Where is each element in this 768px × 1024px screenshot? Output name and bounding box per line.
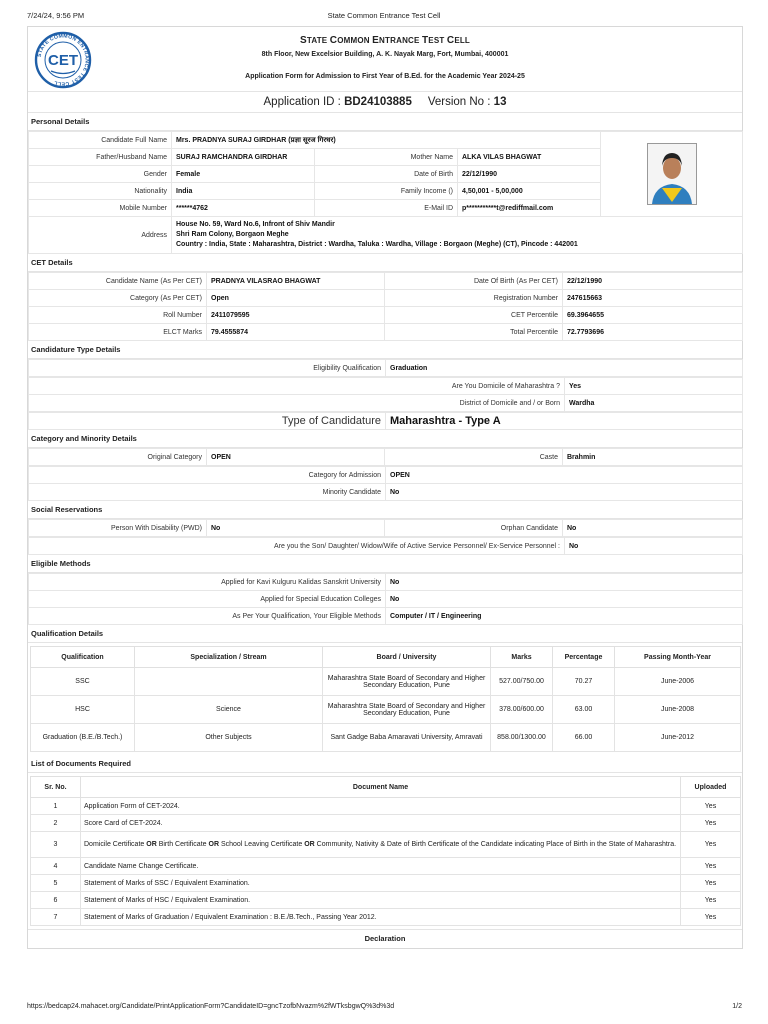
section-qualification-details: Qualification Details — [28, 625, 742, 643]
original-category: OPEN — [207, 449, 385, 466]
father-husband-name: SURAJ RAMCHANDRA GIRDHAR — [172, 149, 315, 166]
family-income: 4,50,001 - 5,00,000 — [458, 183, 601, 200]
social-table: Person With Disability (PWD) No Orphan Candidate No — [28, 519, 743, 537]
print-page-number: 1/2 — [732, 1003, 742, 1010]
application-id-bar: Application ID : BD24103885 Version No : 13 — [28, 92, 742, 113]
qualification-table: Qualification Specialization / Stream Board / University Marks Percentage Passing Month-Year SSC Maharashtra State Board of Secondary and Higher Secondary Education, Pune 527.00/750.00 70.27 June-2006 HSC Science Maharashtra State Board of Secondary and Higher Secondary Education, Pune 378.00/600.00 63.00 June-2008 Graduation (B.E./B.Tech.) Other Subjects Sant Gadge Baba Amaravati University, Amravati 858.00/1300.00 66.00 June-2012 — [30, 646, 741, 752]
form-title: Application Form for Admission to First Year of B.Ed. for the Academic Year 2024-25 — [245, 73, 525, 80]
browser-print-header — [0, 0, 768, 26]
photo-cell — [601, 132, 743, 217]
application-id: BD24103885 — [344, 96, 412, 108]
section-eligible-methods: Eligible Methods — [28, 555, 742, 573]
special-education: No — [386, 591, 743, 608]
section-cet-details: CET Details — [28, 254, 742, 272]
email-id: p***********t@rediffmail.com — [458, 200, 601, 217]
table-row: SSC Maharashtra State Board of Secondary and Higher Secondary Education, Pune 527.00/750.00 70.27 June-2006 — [31, 668, 741, 696]
domicile-district: Wardha — [565, 395, 743, 412]
elct-marks: 79.4555874 — [207, 324, 385, 341]
eligible-methods-table: Applied for Kavi Kulguru Kalidas Sanskrit University No Applied for Special Education Colleges No As Per Your Qualification, Your Eligible Methods Computer / IT / Engineering — [28, 573, 743, 625]
registration-number: 247615663 — [563, 290, 743, 307]
cet-percentile: 69.3964655 — [563, 307, 743, 324]
print-page-title: State Common Entrance Test Cell — [327, 11, 441, 20]
section-candidature-type: Candidature Type Details — [28, 341, 742, 359]
orphan-candidate: No — [563, 520, 743, 537]
category-for-admission: OPEN — [386, 467, 743, 484]
nationality: India — [172, 183, 315, 200]
organization-title: STATE COMMON ENTRANCE TEST CELL — [299, 35, 471, 46]
section-category-minority: Category and Minority Details — [28, 430, 742, 448]
personal-details-table: Candidate Full Name Mrs. PRADNYA SURAJ GIRDHAR (प्रज्ञा सूरज गिरधर) Father/Husband Name SURAJ RAMCHANDRA GIRDHAR Mother Name ALKA VILAS BHAGWAT Gender Female Date of Birth 22/12/1990 Nationality India Family Income () 4,50,001 - 5,00,000 Mobile Number ******4762 E-Mail ID p***********t@rediffmail.com Address House No. 59, Ward No.6, Infront of Shiv Mandir Shri Ram Colony, Borgaon Meghe Country : India, State : Maharashtra, District : Wardha, Taluka : Wardha, Village : Borgaon (Meghe) (CT), Pincode : 442001 — [28, 131, 743, 254]
table-row: 3 Domicile Certificate OR Birth Certificate OR School Leaving Certificate OR Community, Nativity & Date of Birth Certificate of the Candidate indicating Place of Birth in the State of Maharashtra. Yes — [31, 832, 741, 858]
logo-text: CET — [48, 52, 78, 69]
caste: Brahmin — [563, 449, 743, 466]
pwd: No — [207, 520, 385, 537]
total-percentile: 72.7793696 — [563, 324, 743, 341]
logo-ring-text: STATE COMMON ENTRANCE TEST CELL — [36, 33, 90, 87]
eligibility-qualification: Graduation — [386, 360, 743, 377]
section-social-reservations: Social Reservations — [28, 501, 742, 519]
table-row: Graduation (B.E./B.Tech.) Other Subjects Sant Gadge Baba Amaravati University, Amravati 858.00/1300.00 66.00 June-2012 — [31, 724, 741, 752]
candidature-table: Eligibility Qualification Graduation — [28, 359, 743, 377]
domicile-maharashtra: Yes — [565, 378, 743, 395]
eligible-methods: Computer / IT / Engineering — [386, 608, 743, 625]
date-of-birth: 22/12/1990 — [458, 166, 601, 183]
section-documents-required: List of Documents Required — [28, 755, 742, 773]
cet-candidate-name: PRADNYA VILASRAO BHAGWAT — [207, 273, 385, 290]
application-form: STATE COMMON ENTRANCE TEST CELL CET STATE COMMON ENTRANCE TEST CELL 8th Floor, New Excelsior Building, A. K. Nayak Marg, Fort, Mumbai, 400001 Application Form for Admission to First Year of B.Ed. for the Academic Year 2024-25 Application ID : BD24103885 Version No : 13 Personal Details Candidate Full Name Mrs. PRADNYA SURAJ GIRDHAR (प्रज्ञा सूरज गिरधर) Father/Husband Name SURAJ RAMCHANDRA GIRDHAR Mother Name ALKA VILAS BHAGWAT Gender Female Date of Birth 22/12/1990 Nationality India Family Income () 4,50,001 - 5,00,000 Mobile Number ******4762 E-Mail ID p***********t@rediffmail.com Address House No. 59, Ward No.6, Infront of Shiv Mandir Shri Ram Colony, Borgaon Meghe Country : India, State : Maharashtra, District : Wardha, Taluka : Wardha, Village : Borgaon (Meghe) (CT), Pincode : 442001 CET Details Candidate Name (As Per CET) PRADNYA VILASRAO BHAGWAT Date Of Birth (As Per CET) 22/12/1990 Category (As Per CET) Open Registration Number 247615663 Roll Number 2411079595 CET Percentile 69.3964655 ELCT Marks 79.4555874 Total Percentile 72.7793696 Candidature Type Details Eligibility Qualification Graduation Are You Domicile of Maharashtra ? Yes District of Domicile and / or Born Wardha Type of Candidature Maharashtra - Type A Category and Minority Details Original Category OPEN Caste Brahmin Category for Admission OPEN Minority Candidate No Social Reservations Person With Disability (PWD) No Orphan Candidate No Are you the Son/ Daughter/ Widow/Wife of Active Service Personnel/ Ex-Service Personnel : No Eligible Methods Applied for Kavi Kulguru Kalidas Sanskrit University No Applied for Special Education Colleges No As Per Your Qualification, Your Eligible Methods Computer / IT / Engineering Qualification Details Qualification Specialization / Stream Board / University Marks Percentage Passing Month-Year SSC Maharashtra State Board of Secondary and Higher Secondary Education, Pune 527.00/750.00 70.27 June-2006 HSC Science Maharashtra State Board of Secondary and Higher Secondary Education, Pune 378.00/600.00 63.00 June-2008 Graduation (B.E./B.Tech.) Other Subjects Sant Gadge Baba Amaravati University, Amravati 858.00/1300.00 66.00 June-2012 List of Documents Required Sr. No. Document Name Uploaded 1 Application Form of CET-2024. Yes 2 Score Card of CET-2024. Yes 3 Domicile Certificate OR Birth Certificate OR School Leaving Certificate OR Community, Nativity & Date of Birth Certificate of the Candidate indicating Place of Birth in the State of Maharashtra. Yes 4 Candidate Name Change Certificate. Yes 5 Statement of Marks of SSC / Equivalent Examination. Yes 6 Statement of Marks of HSC / Equivalent Examination. Yes 7 Statement of Marks of Graduation / Equivalent Examination : B.E./B.Tech., Passing Year 2012. Yes Declaration — [27, 26, 743, 949]
type-of-candidature: Maharashtra - Type A — [386, 413, 743, 430]
table-row: 5 Statement of Marks of SSC / Equivalent Examination. Yes — [31, 875, 741, 892]
address: House No. 59, Ward No.6, Infront of Shiv Mandir Shri Ram Colony, Borgaon Meghe Country : India, State : Maharashtra, District : Wardha, Taluka : Wardha, Village : Borgaon (Meghe) (CT), Pincode : 442001 — [172, 217, 743, 254]
roll-number: 2411079595 — [207, 307, 385, 324]
table-row: 4 Candidate Name Change Certificate. Yes — [31, 858, 741, 875]
service-personnel: No — [565, 538, 743, 555]
mobile-number: ******4762 — [172, 200, 315, 217]
candidate-full-name: Mrs. PRADNYA SURAJ GIRDHAR (प्रज्ञा सूरज गिरधर) — [172, 132, 601, 149]
gender: Female — [172, 166, 315, 183]
print-datetime: 7/24/24, 9:56 PM — [27, 11, 85, 20]
cet-details-table: Candidate Name (As Per CET) PRADNYA VILASRAO BHAGWAT Date Of Birth (As Per CET) 22/12/1990 Category (As Per CET) Open Registration Number 247615663 Roll Number 2411079595 CET Percentile 69.3964655 ELCT Marks 79.4555874 Total Percentile 72.7793696 — [28, 272, 743, 341]
organization-address: 8th Floor, New Excelsior Building, A. K. Nayak Marg, Fort, Mumbai, 400001 — [261, 51, 509, 58]
table-row: 6 Statement of Marks of HSC / Equivalent Examination. Yes — [31, 892, 741, 909]
cet-category: Open — [207, 290, 385, 307]
table-row: 1 Application Form of CET-2024. Yes — [31, 798, 741, 815]
section-personal-details: Personal Details — [28, 113, 742, 131]
kavi-kulguru: No — [386, 574, 743, 591]
version-number: 13 — [493, 96, 507, 108]
table-row: 7 Statement of Marks of Graduation / Equivalent Examination : B.E./B.Tech., Passing Year 2012. Yes — [31, 909, 741, 926]
mother-name: ALKA VILAS BHAGWAT — [458, 149, 601, 166]
table-row: 2 Score Card of CET-2024. Yes — [31, 815, 741, 832]
declaration-heading: Declaration — [28, 929, 742, 948]
category-table: Original Category OPEN Caste Brahmin — [28, 448, 743, 466]
table-row: HSC Science Maharashtra State Board of Secondary and Higher Secondary Education, Pune 378.00/600.00 63.00 June-2008 — [31, 696, 741, 724]
minority-candidate: No — [386, 484, 743, 501]
form-header — [28, 27, 742, 92]
print-url[interactable]: https://bedcap24.mahacet.org/Candidate/PrintApplicationForm?CandidateID=gncTzofbNvazm%2fWTksbgwQ%3d%3d — [27, 1003, 395, 1010]
cet-dob: 22/12/1990 — [563, 273, 743, 290]
candidate-photo — [647, 143, 697, 205]
documents-table: Sr. No. Document Name Uploaded 1 Application Form of CET-2024. Yes 2 Score Card of CET-2024. Yes 3 Domicile Certificate OR Birth Certificate OR School Leaving Certificate OR Community, Nativity & Date of Birth Certificate of the Candidate indicating Place of Birth in the State of Maharashtra. Yes 4 Candidate Name Change Certificate. Yes 5 Statement of Marks of SSC / Equivalent Examination. Yes 6 Statement of Marks of HSC / Equivalent Examination. Yes 7 Statement of Marks of Graduation / Equivalent Examination : B.E./B.Tech., Passing Year 2012. Yes — [30, 776, 741, 926]
